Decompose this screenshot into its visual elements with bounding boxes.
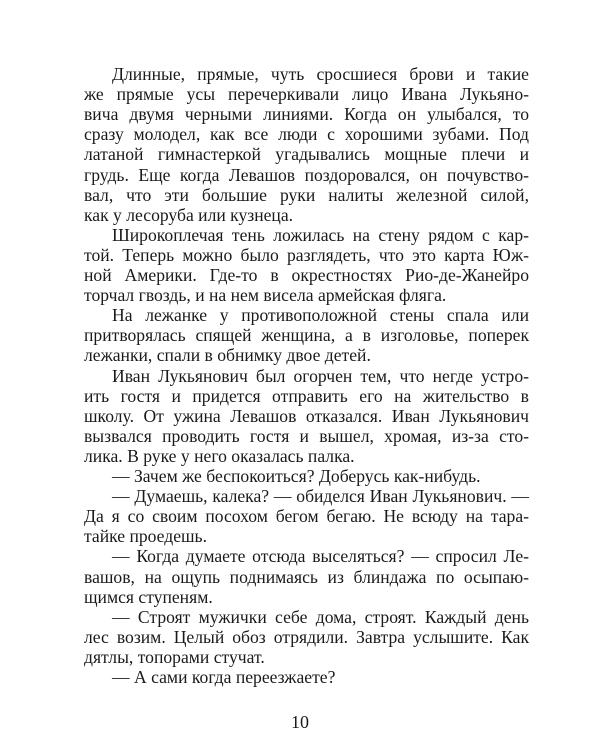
text-line: — Думаешь, калека? — обиделся Иван Лукьянович. — <box>112 486 529 507</box>
text-line: латаной гимнастеркой угадывались мощные плечи и <box>84 144 529 165</box>
text-line: сразу молодел, как все люди с хорошими зубами. Под <box>84 124 529 145</box>
text-line: вал, что эти большие руки налиты железной силой, <box>84 184 529 205</box>
text-line: Иван Лукьянович был огорчен тем, что негде устро- <box>112 365 529 386</box>
text-line: — А сами когда переезжаете? <box>112 667 336 687</box>
text-line: притворялась спящей женщина, а в изголовье, поперек <box>84 325 529 346</box>
text-line: тайке проедешь. <box>84 526 207 547</box>
text-line: ной Америки. Где-то в окрестностях Рио-де-Жанейро <box>84 265 529 285</box>
text-line: школу. От ужина Левашов отказался. Иван Лукьянович <box>84 405 529 426</box>
text-line: вича двумя черными линиями. Когда он улыбался, то <box>84 104 529 125</box>
text-line: вашов, на ощупь поднимаясь из блиндажа по осыпаю- <box>84 566 529 587</box>
text-line: дятлы, топорами стучат. <box>84 646 265 667</box>
text-line: — Зачем же беспокоиться? Доберусь как-нибудь. <box>112 466 481 486</box>
text-line: лика. В руке у него оказалась палка. <box>84 445 355 466</box>
text-line: той. Теперь можно было разглядеть, что это карта Юж- <box>84 244 529 265</box>
text-line: Длинные, прямые, чуть сросшиеся брови и такие <box>112 64 529 84</box>
text-line: — Строят мужички себе дома, строят. Каждый день <box>112 606 529 627</box>
text-line: Да я со своим посохом бегом бегаю. Не всюду на тара- <box>84 506 529 527</box>
text-line: щимся ступеням. <box>84 586 213 607</box>
text-line: грудь. Еще когда Левашов поздоровался, он почувство- <box>84 164 529 185</box>
text-line: лес возим. Целый обоз отрядили. Завтра услышите. Как <box>84 626 529 647</box>
text-line: На лежанке у противоположной стены спала или <box>112 305 529 326</box>
text-line: ить гостя и придется отправить его на жительство в <box>84 385 529 406</box>
text-line: лежанки, спали в обнимку двое детей. <box>84 345 371 366</box>
text-line: вызвался проводить гостя и вышел, хромая, из-за сто- <box>84 425 529 446</box>
text-line: торчал гвоздь, и на нем висела армейская фляга. <box>84 285 447 306</box>
text-line: же прямые усы перечеркивали лицо Ивана Лукьяно- <box>84 84 529 105</box>
text-line: — Когда думаете отсюда выселяться? — спросил Ле- <box>112 546 529 567</box>
text-line: Широкоплечая тень ложилась на стену рядом с кар- <box>112 224 529 245</box>
page-number: 10 <box>291 712 309 732</box>
text-line: как у лесоруба или кузнеца. <box>84 204 294 225</box>
